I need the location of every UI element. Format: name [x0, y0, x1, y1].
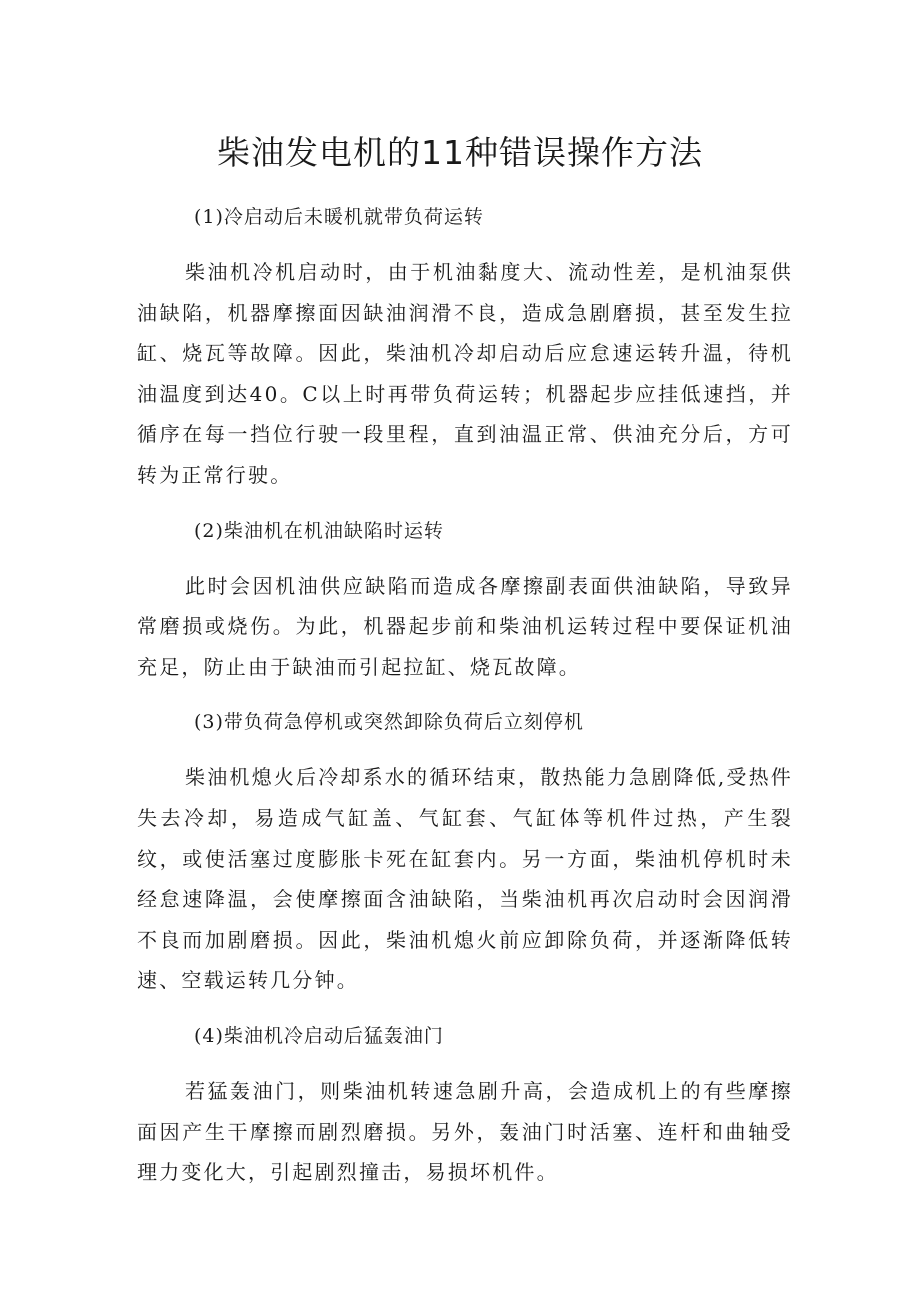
section-paragraph: 柴油机熄火后冷却系水的循环结束，散热能力急剧降低,受热件失去冷却，易造成气缸盖、气缸套、气缸体等机件过热，产生裂纹，或使活塞过度膨胀卡死在缸套内。另一方面，柴油机停机时未经怠速降温，会使摩擦面含油缺陷，当柴油机再次启动时会因润滑不良而加剧磨损。因此，柴油机熄火前应卸除负荷，并逐渐降低转速、空载运转几分钟。: [137, 765, 793, 993]
section-paragraph: 柴油机冷机启动时，由于机油黏度大、流动性差，是机油泵供油缺陷，机器摩擦面因缺油润滑不良，造成急剧磨损，甚至发生拉缸、烧瓦等故障。因此，柴油机冷却启动后应怠速运转升温，待机油温度到达40。C以上时再带负荷运转；机器起步应挂低速挡，并循序在每一挡位行驶一段里程，直到油温正常、供油充分后，方可转为正常行驶。: [137, 260, 793, 487]
section-heading: (2)柴油机在机油缺陷时运转: [194, 519, 444, 542]
document-title: 柴油发电机的11种错误操作方法: [217, 133, 703, 172]
section-2: [137, 511, 793, 703]
section-paragraph: 此时会因机油供应缺陷而造成各摩擦副表面供油缺陷，导致异常磨损或烧伤。为此，机器起步前和柴油机运转过程中要保证机油充足，防止由于缺油而引起拉缸、烧瓦故障。: [137, 573, 793, 679]
section-1: [137, 197, 793, 511]
document-body: [137, 197, 793, 1193]
section-heading: (3)带负荷急停机或突然卸除负荷后立刻停机: [194, 711, 584, 734]
section-heading: (4)柴油机冷启动后猛轰油门: [194, 1024, 444, 1047]
section-4: [137, 1016, 793, 1193]
section-3: [137, 702, 793, 1016]
section-paragraph: 若猛轰油门，则柴油机转速急剧升高，会造成机上的有些摩擦面因产生干摩擦而剧烈磨损。另外，轰油门时活塞、连杆和曲轴受理力变化大，引起剧烈撞击，易损坏机件。: [137, 1078, 793, 1185]
section-heading: (1)冷启动后未暖机就带负荷运转: [194, 206, 484, 228]
